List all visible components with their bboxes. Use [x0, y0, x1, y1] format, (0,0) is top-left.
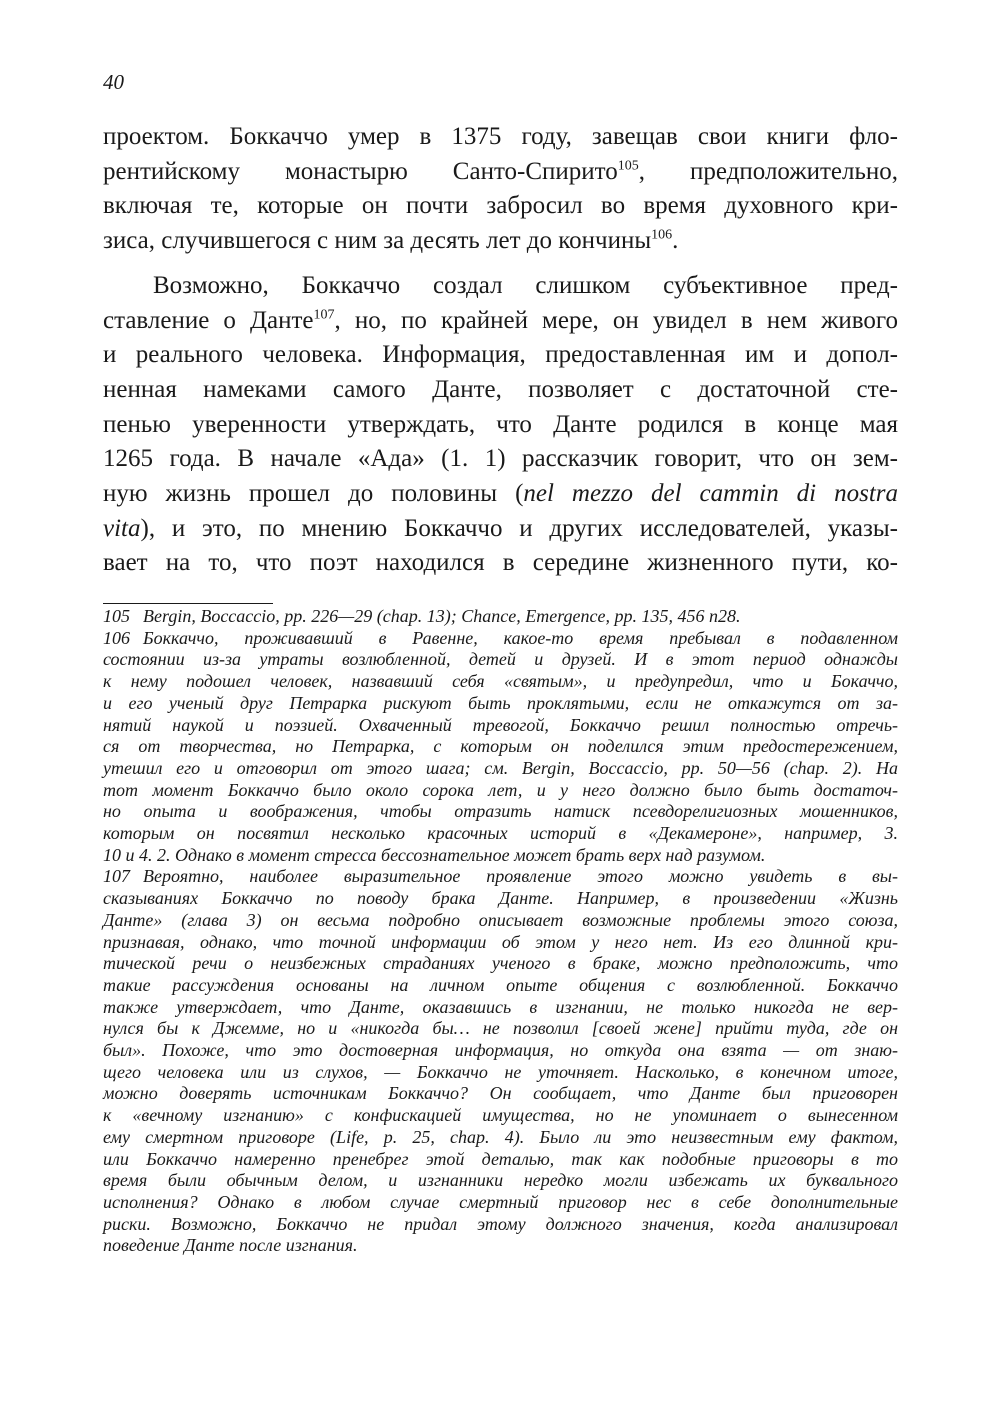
footnote-text: тической речи о неизбежных страданиях ученого в браке, можно предположить, что: [103, 953, 898, 974]
text-line: [103, 338, 898, 373]
text-run: проектом. Боккаччо умер в 1375 году, завещав свои книги фло-: [103, 123, 898, 150]
text-line: [103, 546, 898, 581]
text-line: [103, 304, 898, 339]
footnote-text: тот момент Боккаччо было около сорока лет, и у него должно было быть достаточ-: [103, 779, 898, 800]
footnote-text: которым он посвятил несколько красочных историй в «Декамероне», например, 3.: [103, 823, 898, 844]
footnote-text: признавая, однако, что точной информации об этом у него нет. Из его длинной кри-: [103, 931, 898, 952]
footnote-text: утешил его и отговорил от этого шага; см. Bergin, Boccaccio, pp. 50—56 (chap. 2). На: [103, 757, 898, 778]
footnotes: [103, 606, 898, 1257]
footnote-text: исполнения? Однако в любом случае смертный приговор нес в себе дополнительные: [103, 1191, 898, 1212]
text-run: зиса, случившегося с ним за десять лет до кончины: [103, 227, 652, 255]
footnote-text: к «вечному изгнанию» с конфискацией имущества, но не упоминает о вынесенном: [103, 1105, 898, 1126]
footnote-line: [103, 801, 898, 823]
footnote-ref: 107: [313, 307, 335, 323]
text-line: [103, 224, 898, 259]
footnote-number: 106: [103, 627, 130, 648]
footnote-text: состоянии из-за утраты возлюбленной, детей и друзей. И в этот период однажды: [103, 649, 898, 670]
footnote-line: [103, 693, 898, 715]
text-line: [103, 373, 898, 408]
text-line: [103, 269, 898, 304]
text-line: [103, 408, 898, 443]
text-line: [103, 189, 898, 224]
footnote-line: [103, 932, 898, 954]
footnote-divider: [103, 603, 273, 604]
footnote-line: [103, 1127, 898, 1149]
footnote-line: [103, 758, 898, 780]
footnote-text: Данте» (глава 3) он весьма подробно описывает возможные проблемы этого союза,: [103, 909, 898, 930]
footnote-text: сказываниях Боккаччо по поводу брака Данте. Например, в произведении «Жизнь: [103, 888, 898, 909]
footnote-text: риски. Возможно, Боккаччо не придал этому должного значения, когда анализировал: [103, 1213, 898, 1234]
footnote-line: [103, 736, 898, 758]
footnote-line: [103, 845, 898, 867]
text-run: ненная намеками самого Данте, позволяет с достаточной сте-: [103, 375, 898, 403]
footnote-line: [103, 888, 898, 910]
text-line: [103, 155, 898, 190]
footnote-text: к нему подошел человек, назвавший себя «святым», и предупредил, что и Бокаччо,: [103, 671, 898, 692]
footnote-text: также утверждает, что Данте, оказавшись в изгнании, не только никогда не вер-: [103, 996, 898, 1017]
footnote-line: [103, 1018, 898, 1040]
footnote-line: [103, 1040, 898, 1062]
footnote-line: [103, 1214, 898, 1236]
text-run: и реального человека. Информация, предоставленная им и допол-: [103, 341, 898, 369]
footnote-line: [103, 953, 898, 975]
footnote-text: или Боккаччо намеренно пренебрег этой деталью, так как подобные приговоры в то: [103, 1148, 898, 1169]
footnote-text: нулся бы к Джемме, но и «никогда бы… не позволил [своей жене] прийти туда, где он: [103, 1018, 898, 1039]
footnote-text: 10 и 4. 2. Однако в момент стресса бессознательное может брать верх над разумом.: [103, 844, 766, 865]
footnote-line: [103, 628, 898, 650]
text-line: [103, 477, 898, 512]
footnote-line: [103, 649, 898, 671]
footnote-ref: 105: [617, 158, 639, 174]
footnote-ref: 106: [651, 227, 673, 243]
footnote-line: [103, 715, 898, 737]
footnote-line: [103, 780, 898, 802]
text-run: 1265 года. В начале «Ада» (1. 1) рассказчик говорит, что он зем-: [103, 445, 898, 473]
main-text: [103, 120, 898, 581]
text-run: рентийскому монастырю Санто-Спирито: [103, 157, 618, 185]
text-line: [103, 442, 898, 477]
footnote-line: [103, 1192, 898, 1214]
footnote-line: [103, 1062, 898, 1084]
footnote-text: ему смертном приговоре (Life, p. 25, chap. 4). Было ли это неизвестным ему фактом,: [103, 1126, 898, 1147]
footnote-text: и его ученый друг Петрарка рискуют быть проклятыми, если не откажутся от за-: [103, 692, 898, 713]
footnote-text: такие рассуждения основаны на личном опыте общения с возлюбленной. Боккаччо: [103, 974, 898, 995]
footnote-text: но опыта и воображения, чтобы отразить натиск псевдорелигиозных мошенников,: [103, 801, 898, 822]
footnote-number: 105: [103, 606, 130, 626]
footnote-text: можно доверять источникам Боккаччо? Он сообщает, что Данте был приговорен: [103, 1083, 898, 1104]
footnote-line: [103, 1105, 898, 1127]
footnote-line: [103, 997, 898, 1019]
text-run: вает на то, что поэт находился в середине жизненного пути, ко-: [103, 549, 898, 577]
footnote-text: нятий наукой и поэзией. Охваченный тревогой, Боккаччо решил полностью отречь-: [103, 714, 898, 735]
text-run: Возможно, Боккаччо создал слишком субъективное пред-: [153, 271, 898, 299]
text-run: ставление о Данте: [103, 306, 314, 334]
footnote-line: [103, 823, 898, 845]
footnote-line: [103, 1170, 898, 1192]
footnote-line: [103, 606, 898, 628]
footnote-text: Bergin, Boccaccio, pp. 226—29 (chap. 13); Chance, Emergence, pp. 135, 456 n28.: [143, 606, 741, 626]
footnote-line: [103, 1149, 898, 1171]
text-run: , предположительно,: [638, 157, 898, 185]
text-run: .: [672, 227, 679, 255]
footnote-text: поведение Данте после изгнания.: [103, 1235, 358, 1256]
text-line: [103, 120, 898, 155]
text-run: пенью уверенности утверждать, что Данте родился в конце мая: [103, 410, 898, 438]
text-run: , но, по крайней мере, он увидел в нем живого: [334, 306, 898, 334]
footnote-line: [103, 866, 898, 888]
page-number: 40: [103, 70, 124, 94]
footnote-text: щего человека или из слухов, — Боккаччо не уточняет. Насколько, в конечном итоге,: [103, 1061, 898, 1082]
footnote-line: [103, 910, 898, 932]
italic-run: nel mezzo del cammin di nostra: [523, 480, 898, 508]
footnote-number: 107: [103, 866, 130, 887]
text-line: [103, 512, 898, 547]
footnote-text: ся от творчества, но Петрарка, с которым он поделился этим предостережением,: [103, 736, 898, 757]
italic-run: vita: [103, 514, 141, 542]
footnote-text: время были обычным делом, и изгнанники нередко могли избежать их буквального: [103, 1170, 898, 1191]
footnote-text: был». Похоже, что это достоверная информация, но откуда она взята — от знаю-: [103, 1040, 898, 1061]
footnote-line: [103, 671, 898, 693]
footnote-text: Боккаччо, проживавший в Равенне, какое-то время пребывал в подавленном: [143, 627, 898, 648]
text-run: ), и это, по мнению Боккаччо и других исследователей, указы-: [140, 514, 898, 542]
footnote-line: [103, 1083, 898, 1105]
footnote-line: [103, 975, 898, 997]
text-run: ную жизнь прошел до половины (: [103, 480, 524, 508]
text-run: включая те, которые он почти забросил во время духовного кри-: [103, 192, 898, 220]
footnote-text: Вероятно, наиболее выразительное проявление этого можно увидеть в вы-: [143, 866, 898, 887]
footnote-line: [103, 1235, 898, 1257]
